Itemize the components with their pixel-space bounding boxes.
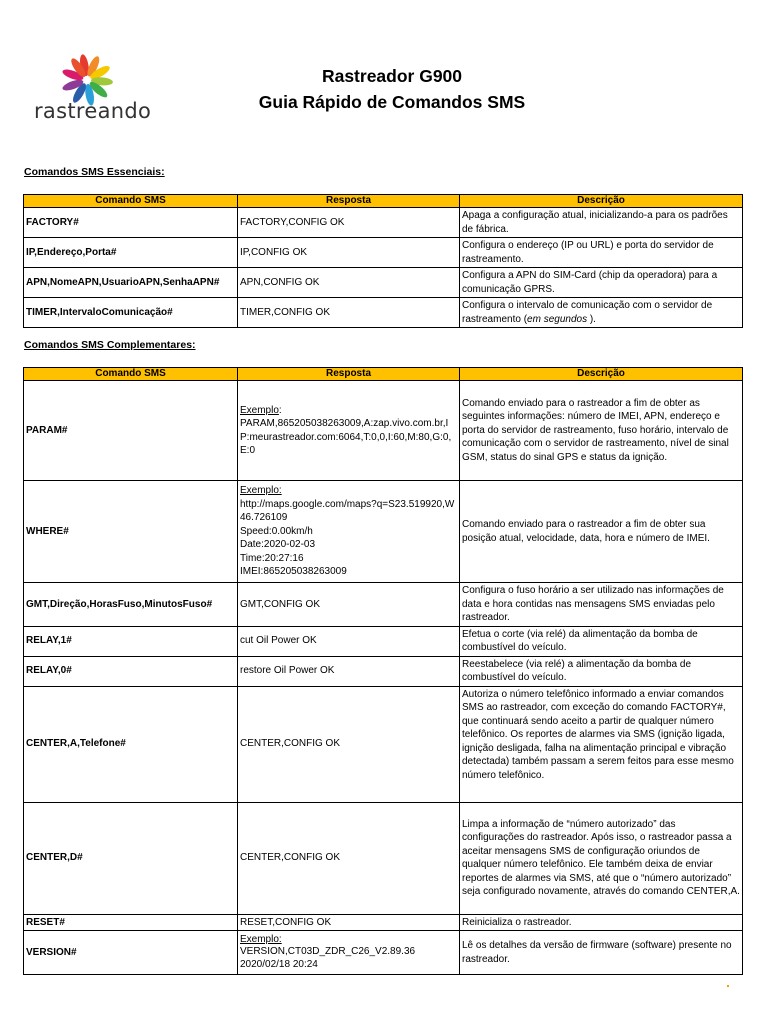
description-cell: Limpa a informação de “número autorizado” das configurações do rastreador. Após isso, o rastreador passa a aceitar mensagens SMS de configuração oriundos de qualquer número telefônico. Ele também deixa de enviar reportes de alarmes via SMS, até que o “número autorizado” seja configurado novamente, através do comando CENTER,A. — [460, 802, 743, 914]
table-row — [24, 802, 743, 914]
description-cell: Comando enviado para o rastreador a fim de obter sua posição atual, velocidade, data, hora e número de IMEI. — [460, 481, 743, 583]
response-cell — [238, 381, 460, 481]
description-cell: Configura o endereço (IP ou URL) e porta do servidor de rastreamento. — [460, 238, 743, 268]
table-row — [24, 931, 743, 975]
description-cell: Lê os detalhes da versão de firmware (software) presente no rastreador. — [460, 931, 743, 975]
response-line: VERSION,CT03D_ZDR_C26_V2.89.36 — [240, 946, 416, 958]
response-line: http://maps.google.com/maps?q=S23.519920,W46.726109 — [240, 498, 455, 524]
response-cell: CENTER,CONFIG OK — [238, 686, 460, 802]
description-cell: Efetua o corte (via relé) da alimentação da bomba de combustível do veículo. — [460, 626, 743, 656]
response-line: Date:2020-02-03 — [240, 539, 316, 551]
response-cell: TIMER,CONFIG OK — [238, 298, 460, 328]
command-cell: CENTER,A,Telefone# — [24, 686, 238, 802]
response-text: PARAM,865205038263009,A:zap.vivo.com.br,IP:meurastreador.com:6064,T:0,0,I:60,M:80,G:0,E:0 — [240, 418, 452, 456]
response-line: 2020/02/18 20:24 — [240, 958, 318, 970]
response-cell: CENTER,CONFIG OK — [238, 802, 460, 914]
command-cell: FACTORY# — [24, 208, 238, 238]
table-row — [24, 238, 743, 268]
response-line: Time:20:27:16 — [240, 552, 304, 564]
logo-text: rastreando — [34, 99, 152, 123]
decorative-dot — [727, 985, 729, 987]
response-cell: cut Oil Power OK — [238, 626, 460, 656]
command-cell: RESET# — [24, 914, 238, 931]
column-header: Comando SMS — [24, 195, 238, 208]
description-cell: Comando enviado para o rastreador a fim de obter as seguintes informações: número de IMEI, APN, endereço e porta do servidor de rastreamento, fuso horário, intervalo de comunicação com o servidor de rastreamento, nível de sinal GSM, status do sinal GPS e status da ignição. — [460, 381, 743, 481]
example-label: Exemplo: — [240, 485, 282, 497]
description-cell: Autoriza o número telefônico informado a enviar comandos SMS ao rastreador, com exceção do comando FACTORY#, que continuará sendo aceito a partir de qualquer número telefônico. Os reportes de alarmes via SMS (ignição ligada, ignição desligada, falha na alimentação principal e vibração detectada) também passam a serem feitos para esse mesmo número telefônico. — [460, 686, 743, 802]
response-cell: RESET,CONFIG OK — [238, 914, 460, 931]
response-cell: IP,CONFIG OK — [238, 238, 460, 268]
table-row — [24, 208, 743, 238]
column-header: Comando SMS — [24, 368, 238, 381]
document-subtitle: Guia Rápido de Comandos SMS — [258, 92, 526, 112]
command-cell: RELAY,0# — [24, 656, 238, 686]
table-header-row — [24, 195, 743, 208]
table-row — [24, 268, 743, 298]
response-cell: FACTORY,CONFIG OK — [238, 208, 460, 238]
description-emphasis: em segundos — [527, 313, 588, 325]
description-text: ). — [587, 313, 596, 325]
command-cell: VERSION# — [24, 931, 238, 975]
command-cell: IP,Endereço,Porta# — [24, 238, 238, 268]
column-header: Resposta — [238, 368, 460, 381]
command-cell: TIMER,IntervaloComunicação# — [24, 298, 238, 328]
column-header: Resposta — [238, 195, 460, 208]
description-cell: Configura o fuso horário a ser utilizado nas informações de data e hora contidas nas mensagens SMS enviadas pelo rastreador. — [460, 583, 743, 627]
command-cell: PARAM# — [24, 381, 238, 481]
table-row — [24, 656, 743, 686]
response-cell — [238, 481, 460, 583]
command-cell: CENTER,D# — [24, 802, 238, 914]
table-row — [24, 914, 743, 931]
command-cell: RELAY,1# — [24, 626, 238, 656]
essential-commands-table — [23, 194, 743, 328]
description-cell: Reestabelece (via relé) a alimentação da bomba de combustível do veículo. — [460, 656, 743, 686]
table-row — [24, 298, 743, 328]
description-cell: Configura a APN do SIM-Card (chip da operadora) para a comunicação GPRS. — [460, 268, 743, 298]
command-cell: WHERE# — [24, 481, 238, 583]
description-cell: Reinicializa o rastreador. — [460, 914, 743, 931]
description-cell — [460, 298, 743, 328]
example-colon: : — [278, 404, 282, 416]
table-row — [24, 583, 743, 627]
response-cell: GMT,CONFIG OK — [238, 583, 460, 627]
table-row — [24, 626, 743, 656]
column-header: Descrição — [460, 195, 743, 208]
column-header: Descrição — [460, 368, 743, 381]
response-line: Speed:0.00km/h — [240, 525, 313, 537]
table-row — [24, 686, 743, 802]
description-cell: Apaga a configuração atual, inicializando-a para os padrões de fábrica. — [460, 208, 743, 238]
command-cell: GMT,Direção,HorasFuso,MinutosFuso# — [24, 583, 238, 627]
response-cell: APN,CONFIG OK — [238, 268, 460, 298]
response-line: IMEI:865205038263009 — [240, 566, 347, 578]
command-cell: APN,NomeAPN,UsuarioAPN,SenhaAPN# — [24, 268, 238, 298]
example-label: Exemplo — [240, 404, 279, 416]
table-row — [24, 381, 743, 481]
response-cell: restore Oil Power OK — [238, 656, 460, 686]
essential-section-title: Comandos SMS Essenciais: — [24, 166, 165, 178]
description-text: Configura o intervalo de comunicação com o servidor de rastreamento ( — [462, 300, 713, 325]
complementary-commands-table — [23, 367, 743, 975]
example-label: Exemplo: — [240, 933, 282, 945]
response-cell — [238, 931, 460, 975]
complementary-section-title: Comandos SMS Complementares: — [24, 339, 196, 351]
table-header-row — [24, 368, 743, 381]
table-row — [24, 481, 743, 583]
document-title: Rastreador G900 — [321, 66, 463, 86]
